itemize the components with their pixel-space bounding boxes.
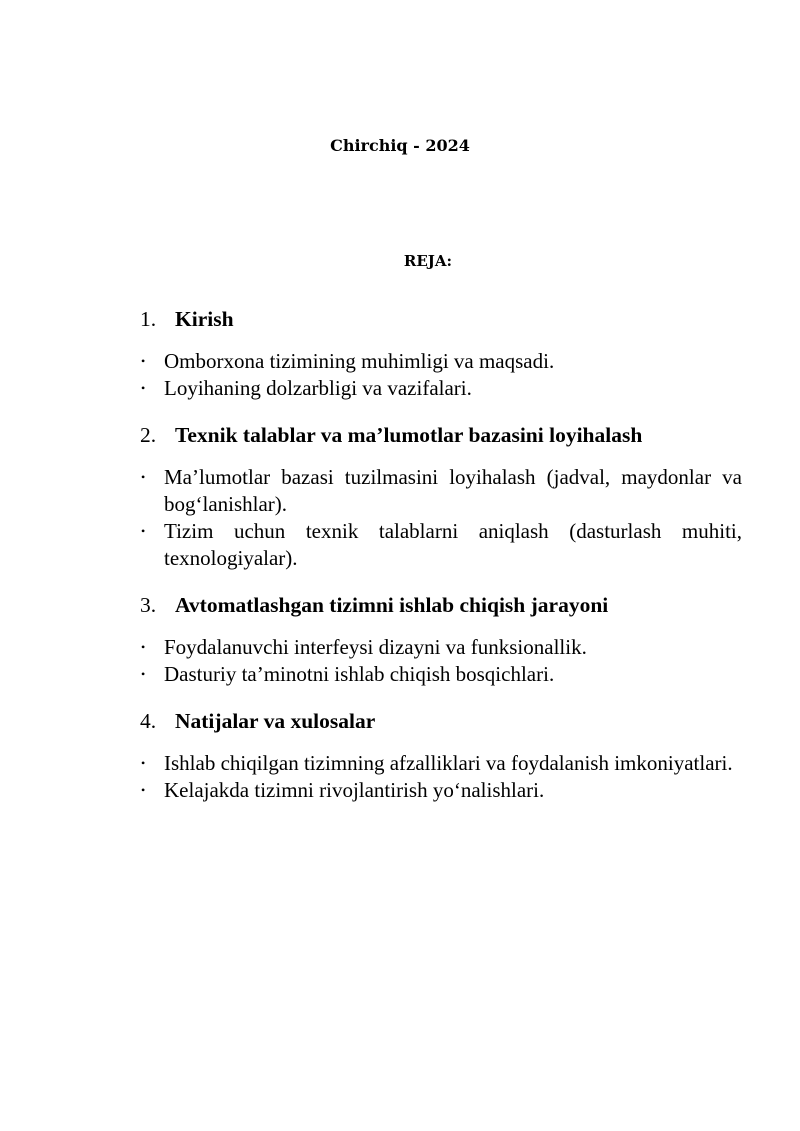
bullet-icon: • [141, 381, 146, 395]
section-heading [140, 591, 742, 619]
bullet-icon: • [141, 524, 146, 538]
bullet-icon: • [141, 470, 146, 484]
bullet-list [140, 750, 742, 804]
bullet-item [140, 518, 742, 572]
bullet-list [140, 634, 742, 688]
bullet-item [140, 348, 742, 375]
bullet-icon: • [141, 354, 146, 368]
bullet-icon: • [141, 756, 146, 770]
section-heading [140, 421, 742, 449]
section-number: 2. [140, 423, 157, 447]
bullet-item [140, 750, 742, 777]
city-year-line: Chirchiq - 2024 [330, 136, 470, 155]
section-number: 1. [140, 307, 157, 331]
section-number: 4. [140, 709, 157, 733]
bullet-item [140, 661, 742, 688]
section-title: Texnik talablar va ma’lumotlar bazasini loyihalash [175, 423, 643, 447]
bullet-text: Foydalanuvchi interfeysi dizayni va funksionallik. [164, 635, 587, 659]
bullet-text: Ma’lumotlar bazasi tuzilmasini loyihalash (jadval, maydonlar va bog‘lanishlar). [164, 465, 742, 516]
bullet-icon: • [141, 667, 146, 681]
bullet-icon: • [141, 783, 146, 797]
bullet-text: Tizim uchun texnik talablarni aniqlash (dasturlash muhiti, texnologiyalar). [164, 519, 742, 570]
plan-section-1 [140, 305, 742, 402]
bullet-item [140, 634, 742, 661]
plan-content [140, 305, 742, 823]
section-heading [140, 707, 742, 735]
section-heading [140, 305, 742, 333]
plan-section-2 [140, 421, 742, 572]
section-number: 3. [140, 593, 157, 617]
plan-section-4 [140, 707, 742, 804]
bullet-text: Ishlab chiqilgan tizimning afzalliklari va foydalanish imkoniyatlari. [164, 751, 733, 775]
bullet-text: Kelajakda tizimni rivojlantirish yo‘nalishlari. [164, 778, 545, 802]
plan-title: REJA: [403, 252, 453, 270]
bullet-text: Dasturiy ta’minotni ishlab chiqish bosqichlari. [164, 662, 555, 686]
bullet-item [140, 777, 742, 804]
section-title: Kirish [175, 307, 234, 331]
bullet-item [140, 464, 742, 518]
bullet-icon: • [141, 640, 146, 654]
section-title: Avtomatlashgan tizimni ishlab chiqish jarayoni [175, 593, 609, 617]
bullet-text: Omborxona tizimining muhimligi va maqsadi. [164, 349, 555, 373]
section-title: Natijalar va xulosalar [175, 709, 376, 733]
bullet-item [140, 375, 742, 402]
plan-section-3 [140, 591, 742, 688]
bullet-list [140, 464, 742, 572]
bullet-list [140, 348, 742, 402]
bullet-text: Loyihaning dolzarbligi va vazifalari. [164, 376, 472, 400]
